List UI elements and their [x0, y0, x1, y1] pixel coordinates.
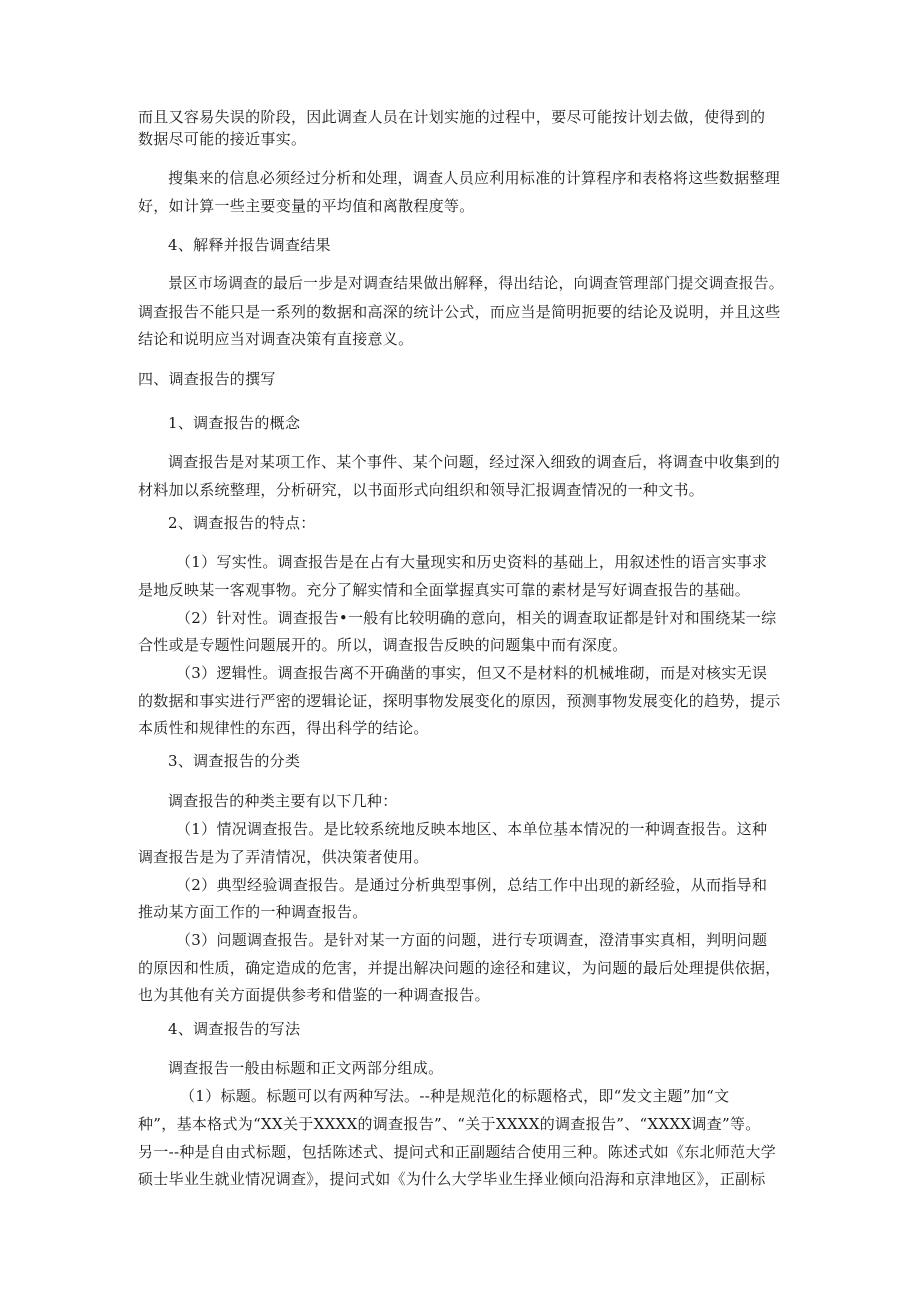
text-line: 调查报告是为了弄清情况，供决策者使用。: [138, 848, 429, 866]
text-line: 调查报告一般由标题和正文两部分组成。: [168, 1059, 444, 1077]
text-line: 结论和说明应当对调查决策有直接意义。: [138, 330, 414, 348]
text-line: 也为其他有关方面提供参考和借鉴的一种调查报告。: [138, 986, 490, 1004]
section-heading: 3、调查报告的分类: [168, 752, 301, 770]
text-line: （1）情况调查报告。是比较系统地反映本地区、本单位基本情况的一种调查报告。这种: [176, 820, 768, 838]
text-line: （3）逻辑性。调查报告离不开确凿的事实，但又不是材料的机械堆砌，而是对核实无误: [176, 664, 768, 682]
text-line: 搜集来的信息必须经过分析和处理，调查人员应利用标准的计算程序和表格将这些数据整理: [168, 169, 781, 187]
text-line: （2）针对性。调查报告•一般有比较明确的意向，相关的调查取证都是针对和围绕某一综: [176, 609, 777, 627]
text-line: 数据尽可能的接近事实。: [138, 130, 307, 148]
text-line: 另一--种是自由式标题，包括陈述式、提问式和正副题结合使用三种。陈述式如《东北师范大学: [138, 1143, 777, 1161]
section-heading: 4、调查报告的写法: [168, 1020, 301, 1038]
section-heading: 2、调查报告的特点：: [168, 514, 316, 532]
text-line: （1）写实性。调查报告是在占有大量现实和历史资料的基础上，用叙述性的语言实事求: [176, 553, 768, 571]
text-line: 本质性和规律性的东西，得出科学的结论。: [138, 719, 429, 737]
text-line: 好，如计算一些主要变量的平均值和离散程度等。: [138, 197, 475, 215]
text-line: （2）典型经验调查报告。是通过分析典型事例，总结工作中出现的新经验，从而指导和: [176, 876, 768, 894]
text-line: 是地反映某一客观事物。充分了解实情和全面掌握真实可靠的素材是写好调查报告的基础。: [138, 581, 751, 599]
text-line: 种”，基本格式为“XX关于XXXX的调查报告”、“关于XXXX的调查报告”、“XXXX调查”等。: [138, 1115, 761, 1133]
text-line: 材料加以系统整理，分析研究，以书面形式向组织和领导汇报调查情况的一种文书。: [138, 481, 705, 499]
text-line: （3）问题调查报告。是针对某一方面的问题，进行专项调查，澄清事实真相，判明问题: [176, 931, 768, 949]
text-line: 调查报告是对某项工作、某个事件、某个问题，经过深入细致的调查后，将调查中收集到的: [168, 453, 781, 471]
text-line: （1）标题。标题可以有两种写法。--种是规范化的标题格式，即“发文主题”加“文: [180, 1087, 730, 1105]
text-line: 而且又容易失误的阶段，因此调查人员在计划实施的过程中，要尽可能按计划去做，使得到的: [138, 108, 766, 126]
text-line: 推动某方面工作的一种调查报告。: [138, 903, 368, 921]
text-line: 的数据和事实进行严密的逻辑论证，探明事物发展变化的原因，预测事物发展变化的趋势，提示: [138, 692, 781, 710]
section-heading: 1、调查报告的概念: [168, 414, 301, 432]
chapter-heading: 四、调查报告的撰写: [138, 370, 276, 388]
text-line: 的原因和性质，确定造成的危害，并提出解决问题的途径和建议，为问题的最后处理提供依据，: [138, 959, 781, 977]
text-line: 调查报告的种类主要有以下几种：: [168, 792, 398, 810]
text-line: 合性或是专题性问题展开的。所以，调查报告反映的问题集中而有深度。: [138, 636, 628, 654]
text-line: 调查报告不能只是一系列的数据和高深的统计公式，而应当是简明扼要的结论及说明，并且这些: [138, 303, 781, 321]
text-line: 景区市场调查的最后一步是对调查结果做出解释，得出结论，向调查管理部门提交调查报告。: [168, 275, 784, 292]
text-line: 硕士毕业生就业情况调查》，提问式如《为什么大学毕业生择业倾向沿海和京津地区》，正副标: [138, 1170, 766, 1188]
section-heading: 4、解释并报告调查结果: [168, 236, 331, 254]
